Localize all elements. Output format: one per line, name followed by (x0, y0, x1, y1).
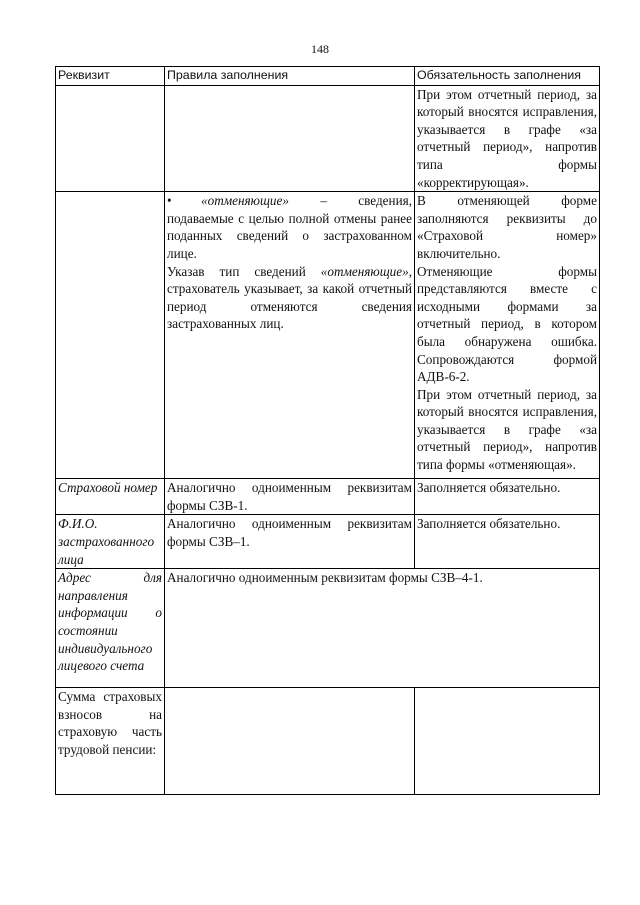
rules-text: Указав тип сведений (167, 263, 321, 279)
cell-obligation (415, 479, 600, 515)
header-fill-rules: Правила заполнения (165, 67, 415, 86)
cell-requisite (56, 515, 165, 569)
cell-requisite (56, 479, 165, 515)
requisite-name: Страховой номер (58, 480, 158, 496)
header-fill-obligation: Обязательность заполнения (415, 67, 600, 86)
table-row (56, 479, 600, 515)
term-cancelling: «отменяющие» (320, 263, 409, 279)
cell-rules (165, 688, 415, 795)
cell-obligation (415, 192, 600, 479)
table-row (56, 192, 600, 479)
cell-rules (165, 192, 415, 479)
rules-text: Аналогично одноименным реквизитам формы СЗВ-1. (167, 480, 412, 513)
term-cancelling: «отменяющие» (201, 193, 289, 209)
cell-rules (165, 85, 415, 192)
cell-obligation (415, 85, 600, 192)
rules-text: Аналогично одноименным реквизитам формы СЗВ–1. (167, 516, 412, 549)
cell-obligation (415, 515, 600, 569)
cell-requisite (56, 688, 165, 795)
table-header-row (56, 67, 600, 86)
obligation-text: При этом отчетный период, за который вносятся исправления, указывается в графе «за отчетный период», напротив типа формы «отменяющая». (417, 386, 597, 473)
rules-text: – сведения, подаваемые с целью полной отмены ранее поданных сведений о застрахованном лице. (167, 193, 412, 261)
cell-rules-merged (165, 569, 600, 688)
table-row (56, 515, 600, 569)
page-number: 148 (311, 42, 329, 56)
cell-rules (165, 515, 415, 569)
rules-text: Аналогично одноименным реквизитам формы СЗВ–4-1. (167, 570, 483, 586)
rules-paragraph (167, 263, 412, 333)
bullet-marker: • (167, 193, 172, 209)
rules-text: , страхователь указывает, за какой отчетный период отменяются сведения застрахованных лиц. (167, 263, 412, 332)
cell-rules (165, 479, 415, 515)
requisite-name: Адрес для направления информации о состоянии индивидуального лицевого счета (58, 570, 162, 674)
table-row (56, 85, 600, 192)
obligation-text: Отменяющие формы представляются вместе с исходными формами за отчетный период, в котором была обнаружена ошибка. Сопровождаются формой АДВ-6-2. (417, 263, 597, 385)
obligation-text: При этом отчетный период, за который вносятся исправления, указывается в графе «за отчетный период», напротив типа формы «корректирующая». (417, 86, 597, 190)
cell-requisite (56, 569, 165, 688)
cell-requisite (56, 85, 165, 192)
cell-obligation (415, 688, 600, 795)
obligation-text: Заполняется обязательно. (417, 516, 561, 532)
requisite-name: Сумма страховых взносов на страховую часть трудовой пенсии: (58, 689, 162, 757)
header-requisite: Реквизит (56, 67, 165, 86)
cell-requisite (56, 192, 165, 479)
obligation-text: Заполняется обязательно. (417, 480, 561, 496)
table-row (56, 688, 600, 795)
rules-paragraph (167, 192, 412, 262)
requisites-table (55, 66, 600, 795)
obligation-text: В отменяющей форме заполняются реквизиты до «Страховой номер» включительно. (417, 193, 597, 261)
table-row (56, 569, 600, 688)
requisite-name: Ф.И.О. застрахованного лица (58, 516, 155, 567)
